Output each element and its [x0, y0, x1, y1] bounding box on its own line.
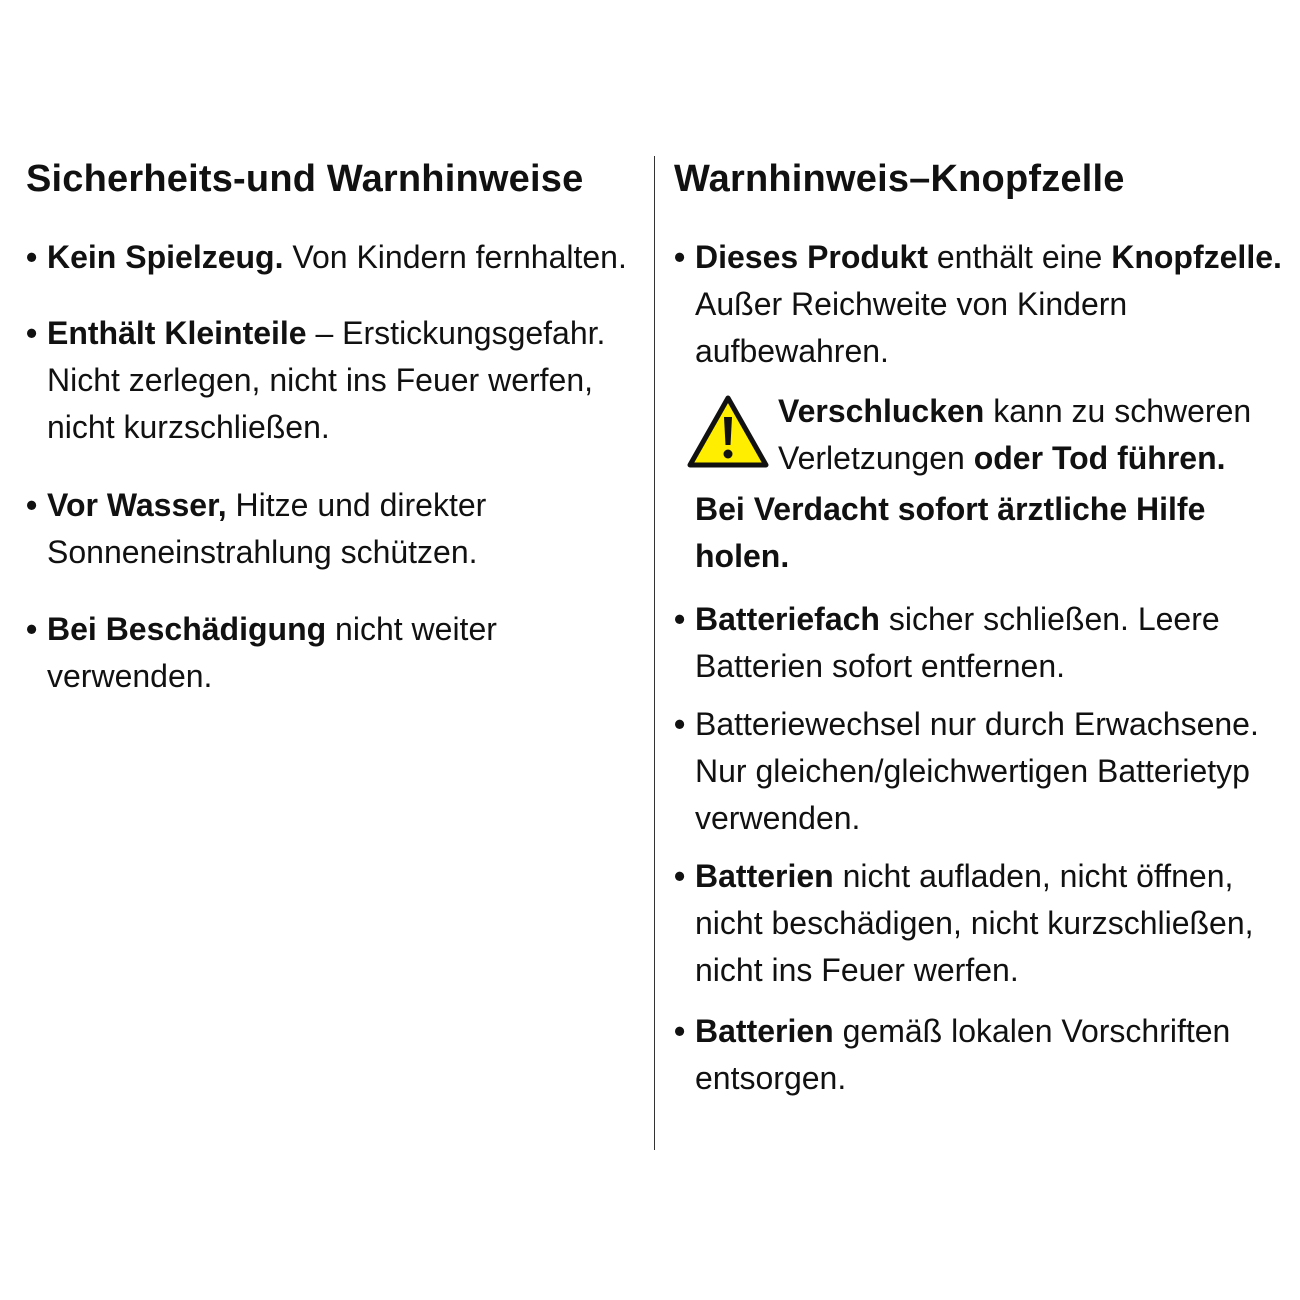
bullet: •	[674, 1013, 686, 1049]
button-cell-heading: Warnhinweis–Knopfzelle	[674, 158, 1125, 200]
list-item: • Batteriewechsel nur durch Erwachsene. Nur gleichen/gleichwertigen Batterietyp verwenden.	[674, 701, 1259, 842]
bullet: •	[26, 487, 38, 523]
bullet: •	[674, 858, 686, 894]
list-item: • Batterien nicht aufladen, nicht öffnen, nicht beschädigen, nicht kurzschließen, nicht ins Feuer werfen.	[674, 853, 1254, 994]
bullet: •	[26, 239, 38, 275]
list-item: • Enthält Kleinteile – Erstickungsgefahr. Nicht zerlegen, nicht ins Feuer werfen, nicht kurzschließen.	[26, 310, 605, 451]
swallow-warning: Verschlucken kann zu schweren Verletzungen oder Tod führen.	[778, 393, 1252, 476]
safety-heading: Sicherheits-und Warnhinweise	[26, 158, 584, 200]
list-item: • Dieses Produkt enthält eine Knopfzelle. Außer Reichweite von Kindern aufbewahren.	[674, 234, 1282, 375]
bullet: •	[26, 315, 38, 351]
bullet: •	[674, 706, 686, 742]
bullet: •	[674, 601, 686, 637]
bullet: •	[26, 611, 38, 647]
medical-help-note: Bei Verdacht sofort ärztliche Hilfe holen.	[695, 491, 1206, 574]
list-item: • Vor Wasser, Hitze und direkter Sonneneinstrahlung schützen.	[26, 482, 486, 576]
list-item: • Bei Beschädigung nicht weiter verwenden.	[26, 606, 497, 700]
warning-triangle-icon	[686, 394, 770, 470]
list-item: • Batteriefach sicher schließen. Leere Batterien sofort entfernen.	[674, 596, 1220, 690]
bullet: •	[674, 239, 686, 275]
column-divider	[654, 156, 655, 1150]
list-item: • Kein Spielzeug. Von Kindern fernhalten.	[26, 234, 627, 281]
list-item: • Batterien gemäß lokalen Vorschriften entsorgen.	[674, 1008, 1230, 1102]
